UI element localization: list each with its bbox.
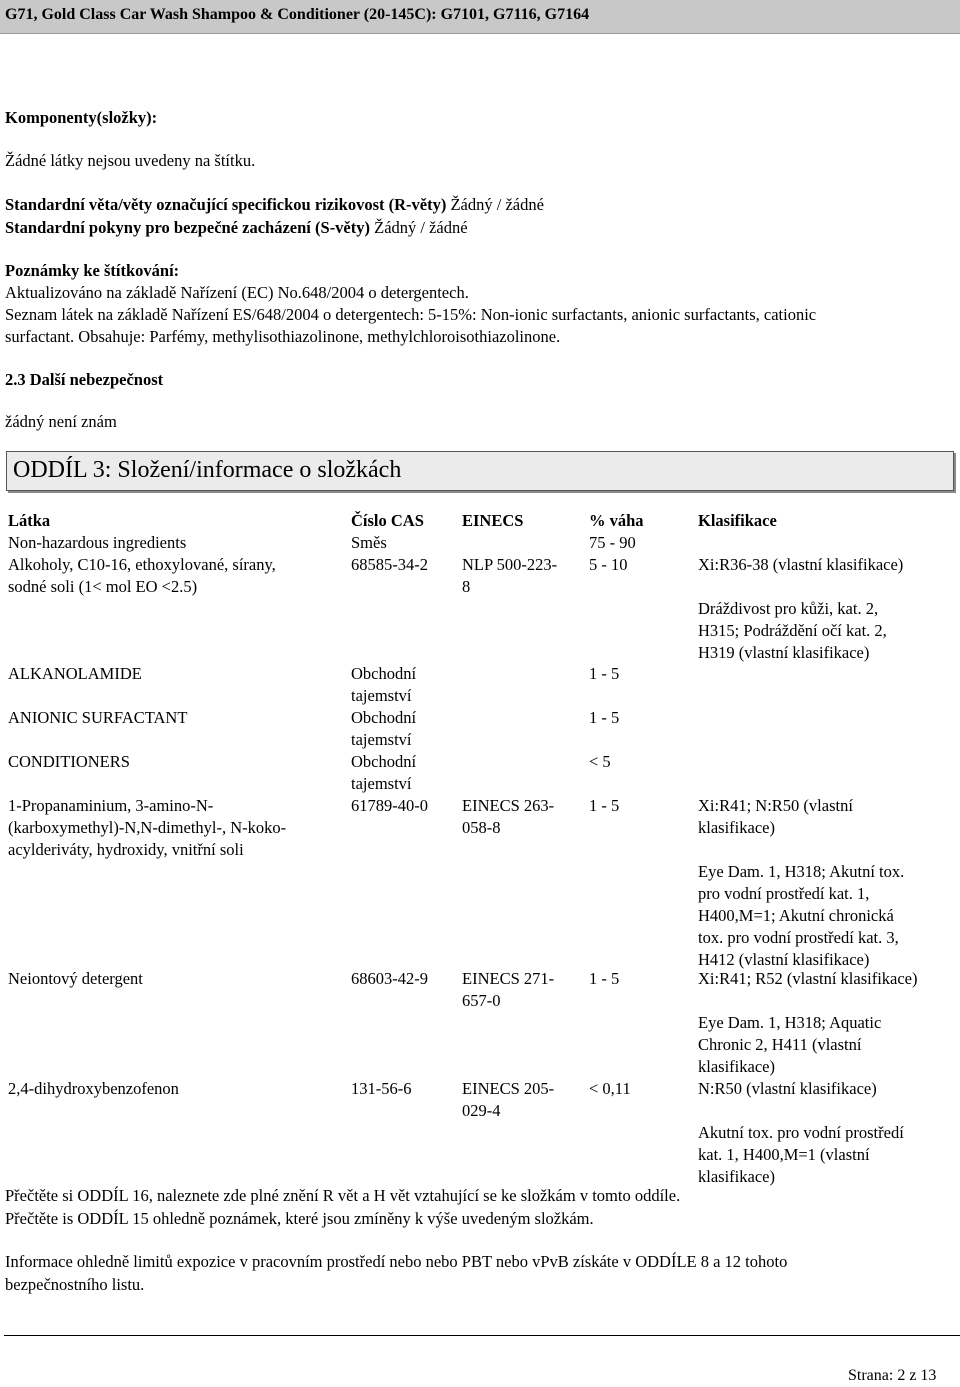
table-row-cas: tajemství	[351, 730, 412, 749]
other-hazards-heading: 2.3 Další nebezpečnost	[5, 370, 164, 389]
table-row-substance: Non-hazardous ingredients	[8, 533, 187, 552]
table-row-cas: Obchodní	[351, 664, 417, 683]
table-row-weight: < 5	[589, 752, 611, 771]
table-row-class: Akutní tox. pro vodní prostředí	[698, 1123, 904, 1142]
table-row-weight: < 0,11	[589, 1079, 631, 1098]
r-phrases-line	[5, 195, 544, 215]
page-number: Strana: 2 z 13	[848, 1367, 937, 1384]
table-row-substance: 2,4-dihydroxybenzofenon	[8, 1079, 179, 1098]
document-title: G71, Gold Class Car Wash Shampoo & Conditioner (20-145C): G7101, G7116, G7164	[5, 6, 590, 23]
table-row-einecs: NLP 500-223-	[462, 555, 558, 574]
table-row-class: tox. pro vodní prostředí kat. 3,	[698, 928, 899, 947]
table-row-einecs: EINECS 263-	[462, 796, 555, 815]
table-row-substance: sodné soli (1< mol EO <2.5)	[8, 577, 198, 596]
table-row-cas: 68585-34-2	[351, 555, 428, 574]
table-row-weight: 75 - 90	[589, 533, 636, 552]
table-row-cas: Obchodní	[351, 752, 417, 771]
table-row-einecs: EINECS 271-	[462, 969, 555, 988]
components-none-listed: Žádné látky nejsou uvedeny na štítku.	[5, 151, 256, 170]
table-row-einecs: 657-0	[462, 991, 501, 1010]
table-row-cas: Směs	[351, 533, 387, 552]
table-row-substance: ALKANOLAMIDE	[8, 664, 142, 683]
footnote-exposure-limits-cont: bezpečnostního listu.	[5, 1275, 145, 1294]
table-row-cas: tajemství	[351, 774, 412, 793]
section-3-title: ODDÍL 3: Složení/informace o složkách	[13, 457, 402, 483]
table-row-class: N:R50 (vlastní klasifikace)	[698, 1079, 877, 1098]
label-notes-line3: surfactant. Obsahuje: Parfémy, methylisothiazolinone, methylchloroisothiazolinone.	[5, 327, 561, 346]
table-row-class: klasifikace)	[698, 1057, 775, 1076]
table-row-substance: Alkoholy, C10-16, ethoxylované, sírany,	[8, 555, 276, 574]
table-row-weight: 1 - 5	[589, 708, 620, 727]
table-header-class: Klasifikace	[698, 511, 777, 530]
table-row-class: klasifikace)	[698, 818, 775, 837]
table-header-einecs: EINECS	[462, 511, 524, 530]
table-row-substance: ANIONIC SURFACTANT	[8, 708, 188, 727]
table-row-weight: 1 - 5	[589, 969, 620, 988]
table-row-weight: 1 - 5	[589, 664, 620, 683]
s-phrases-label: Standardní pokyny pro bezpečné zacházení (S-věty)	[5, 218, 370, 237]
table-row-einecs: 8	[462, 577, 471, 596]
s-phrases-value: Žádný / žádné	[374, 218, 468, 237]
document-header	[0, 0, 960, 34]
other-hazards-text: žádný není znám	[5, 412, 117, 431]
table-row-substance: 1-Propanaminium, 3-amino-N-	[8, 796, 214, 815]
table-header-weight: % váha	[589, 511, 644, 530]
table-row-cas: 61789-40-0	[351, 796, 428, 815]
table-row-class: Eye Dam. 1, H318; Aquatic	[698, 1013, 882, 1032]
label-notes-heading: Poznámky ke štítkování:	[5, 261, 180, 280]
table-row-class: H400,M=1; Akutní chronická	[698, 906, 894, 925]
table-row-class: H412 (vlastní klasifikace)	[698, 950, 870, 969]
r-phrases-label: Standardní věta/věty označující specifickou rizikovost (R-věty)	[5, 195, 447, 214]
table-row-class: H319 (vlastní klasifikace)	[698, 643, 870, 662]
table-row-einecs: EINECS 205-	[462, 1079, 555, 1098]
label-notes-line1: Aktualizováno na základě Nařízení (EC) No.648/2004 o detergentech.	[5, 283, 469, 302]
table-row-substance: (karboxymethyl)-N,N-dimethyl-, N-koko-	[8, 818, 287, 837]
table-row-class: pro vodní prostředí kat. 1,	[698, 884, 870, 903]
table-row-weight: 1 - 5	[589, 796, 620, 815]
components-heading: Komponenty(složky):	[5, 108, 158, 127]
table-row-class: Xi:R41; R52 (vlastní klasifikace)	[698, 969, 918, 988]
table-row-class: Dráždivost pro kůži, kat. 2,	[698, 599, 879, 618]
table-row-class: Xi:R41; N:R50 (vlastní	[698, 796, 853, 815]
table-row-substance: CONDITIONERS	[8, 752, 130, 771]
table-row-class: klasifikace)	[698, 1167, 775, 1186]
footer-divider	[4, 1335, 960, 1336]
table-row-class: Chronic 2, H411 (vlastní	[698, 1035, 862, 1054]
table-row-weight: 5 - 10	[589, 555, 628, 574]
table-row-class: Xi:R36-38 (vlastní klasifikace)	[698, 555, 904, 574]
footnote-section16: Přečtěte si ODDÍL 16, naleznete zde plné znění R vět a H vět vztahující se ke složkám v tomto oddíle.	[5, 1186, 681, 1205]
s-phrases-line	[5, 218, 468, 238]
table-row-substance: Neiontový detergent	[8, 969, 143, 988]
table-header-cas: Číslo CAS	[351, 511, 424, 530]
table-row-cas: 68603-42-9	[351, 969, 428, 988]
footnote-section15: Přečtěte is ODDÍL 15 ohledně poznámek, které jsou zmíněny k výše uvedeným složkám.	[5, 1209, 594, 1228]
table-header-substance: Látka	[8, 511, 51, 530]
table-row-cas: tajemství	[351, 686, 412, 705]
table-row-cas: 131-56-6	[351, 1079, 412, 1098]
label-notes-line2: Seznam látek na základě Nařízení ES/648/2004 o detergentech: 5-15%: Non-ionic surfactants, anionic surfactants, cationic	[5, 305, 817, 324]
table-row-cas: Obchodní	[351, 708, 417, 727]
footnote-exposure-limits: Informace ohledně limitů expozice v pracovním prostředí nebo nebo PBT nebo vPvB získáte v ODDÍLE 8 a 12 tohoto	[5, 1252, 788, 1271]
table-row-einecs: 029-4	[462, 1101, 501, 1120]
table-row-class: Eye Dam. 1, H318; Akutní tox.	[698, 862, 905, 881]
section-3-banner	[6, 451, 954, 491]
table-row-substance: acylderiváty, hydroxidy, vnitřní soli	[8, 840, 244, 859]
table-row-einecs: 058-8	[462, 818, 501, 837]
table-row-class: H315; Podráždění očí kat. 2,	[698, 621, 887, 640]
table-row-class: kat. 1, H400,M=1 (vlastní	[698, 1145, 870, 1164]
r-phrases-value: Žádný / žádné	[450, 195, 544, 214]
